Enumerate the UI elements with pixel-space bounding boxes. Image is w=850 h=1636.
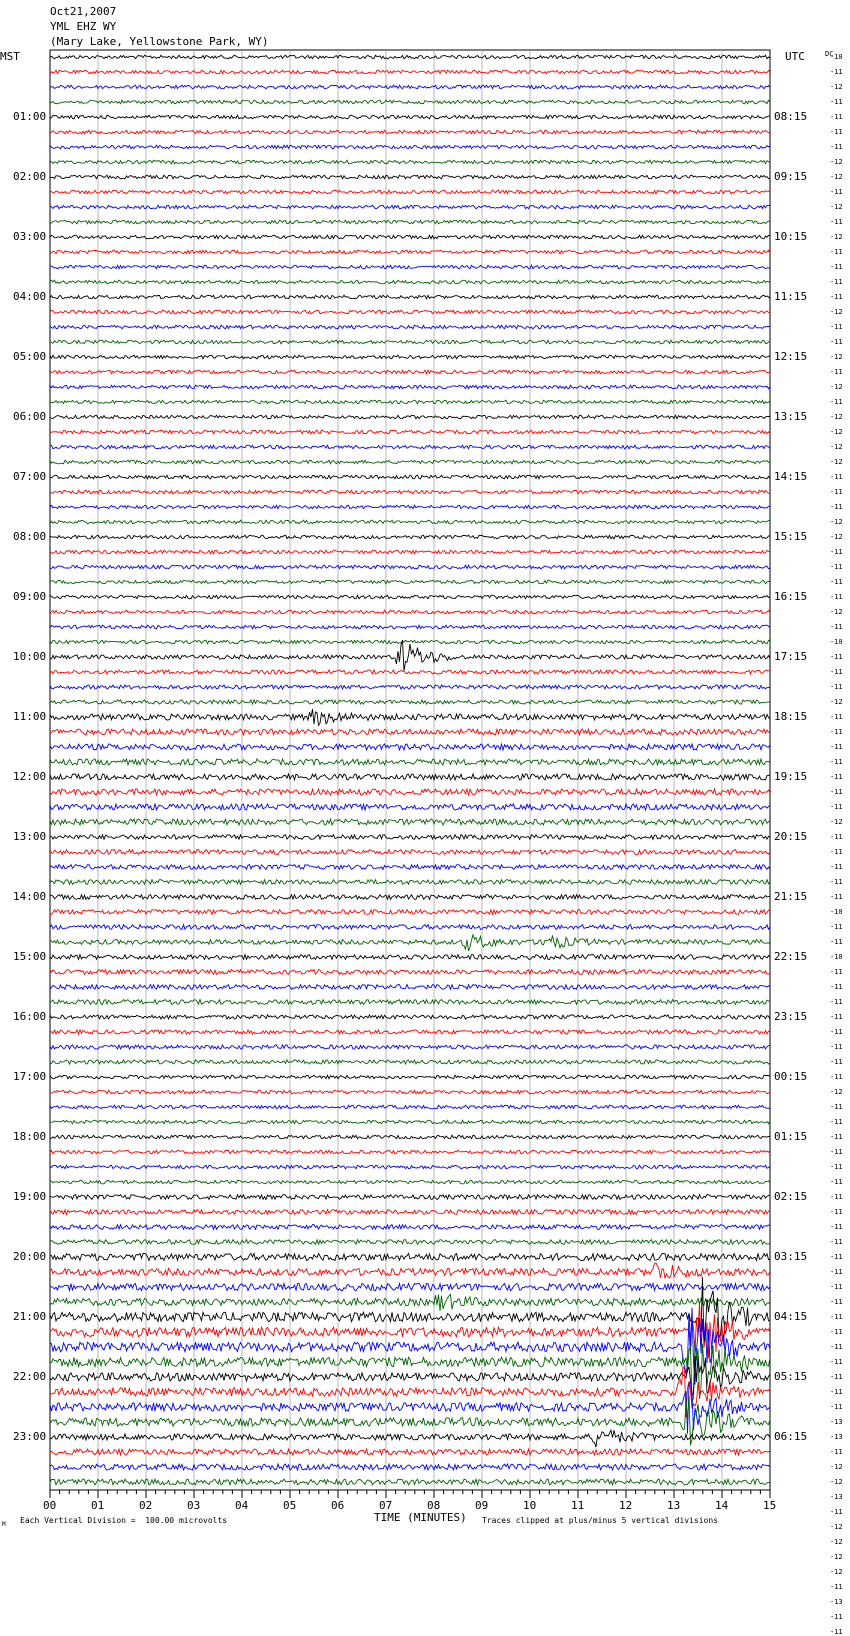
seismic-trace xyxy=(50,1075,770,1079)
seismic-trace xyxy=(50,1225,770,1230)
x-tick-label: 15 xyxy=(763,1499,777,1512)
trace-offset-label: -11 xyxy=(830,983,843,991)
mst-hour-label: 21:00 xyxy=(13,1310,47,1323)
seismic-trace xyxy=(50,280,770,284)
mst-hour-label: 15:00 xyxy=(13,950,47,963)
station-label: YML EHZ WY xyxy=(50,20,117,33)
seismic-trace xyxy=(50,1395,770,1445)
seismic-trace xyxy=(50,1030,770,1034)
x-axis-label: TIME (MINUTES) xyxy=(374,1511,467,1524)
seismic-trace xyxy=(50,1294,770,1311)
utc-hour-label: 14:15 xyxy=(774,470,808,483)
trace-offset-label: -11 xyxy=(830,788,843,796)
x-tick-label: 06 xyxy=(331,1499,345,1512)
trace-offset-label: -11 xyxy=(830,893,843,901)
mst-hour-label: 22:00 xyxy=(13,1370,47,1383)
mst-hour-label: 02:00 xyxy=(13,170,47,183)
utc-hour-label: 22:15 xyxy=(774,950,808,963)
seismic-trace xyxy=(50,430,770,434)
x-tick-label: 02 xyxy=(139,1499,153,1512)
seismic-trace xyxy=(50,235,770,239)
trace-offset-label: -11 xyxy=(830,248,843,256)
seismic-trace xyxy=(50,1263,770,1278)
utc-hour-label: 19:15 xyxy=(774,770,808,783)
trace-offset-label: -11 xyxy=(830,1058,843,1066)
utc-hour-label: 20:15 xyxy=(774,830,808,843)
utc-hour-label: 04:15 xyxy=(774,1310,808,1323)
seismic-trace xyxy=(50,1210,770,1215)
seismic-trace xyxy=(50,1430,770,1447)
seismic-trace xyxy=(50,265,770,269)
trace-offset-label: -11 xyxy=(830,263,843,271)
mst-hour-label: 20:00 xyxy=(13,1250,47,1263)
seismic-trace xyxy=(50,175,770,179)
mst-hour-label: 12:00 xyxy=(13,770,47,783)
trace-offset-label: -11 xyxy=(830,758,843,766)
mst-hour-label: 04:00 xyxy=(13,290,47,303)
seismic-trace xyxy=(50,1240,770,1245)
mst-hour-label: 13:00 xyxy=(13,830,47,843)
x-tick-label: 03 xyxy=(187,1499,201,1512)
trace-offset-label: -11 xyxy=(830,683,843,691)
seismic-trace xyxy=(50,955,770,960)
trace-offset-label: -11 xyxy=(830,728,843,736)
trace-offset-label: -11 xyxy=(830,338,843,346)
seismic-trace xyxy=(50,759,770,765)
trace-offset-label: -11 xyxy=(830,1163,843,1171)
trace-offset-label: -11 xyxy=(830,1148,843,1156)
location-label: (Mary Lake, Yellowstone Park, WY) xyxy=(50,35,269,48)
trace-offset-label: -13 xyxy=(830,1598,843,1606)
trace-offset-label: -11 xyxy=(830,968,843,976)
mst-hour-label: 19:00 xyxy=(13,1190,47,1203)
seismic-trace xyxy=(50,535,770,539)
trace-offset-label: -12 xyxy=(830,698,843,706)
trace-offset-label: -11 xyxy=(830,503,843,511)
seismic-trace xyxy=(50,220,770,224)
seismic-trace xyxy=(50,1120,770,1124)
trace-offset-label: -11 xyxy=(830,833,843,841)
trace-offset-label: -12 xyxy=(830,1568,843,1576)
seismic-trace xyxy=(50,640,770,644)
mst-hour-label: 23:00 xyxy=(13,1430,47,1443)
trace-offset-label: -11 xyxy=(830,593,843,601)
trace-offset-label: -11 xyxy=(830,293,843,301)
trace-offset-label: -11 xyxy=(830,1208,843,1216)
seismic-trace xyxy=(50,340,770,344)
trace-offset-label: -12 xyxy=(830,518,843,526)
trace-offset-label: -11 xyxy=(830,1343,843,1351)
seismic-trace xyxy=(50,70,770,74)
trace-offset-label: -11 xyxy=(830,488,843,496)
seismic-trace xyxy=(50,850,770,855)
trace-offset-label: -11 xyxy=(830,1403,843,1411)
trace-offset-label: -11 xyxy=(830,923,843,931)
trace-offset-label: -12 xyxy=(830,458,843,466)
seismic-trace xyxy=(50,1105,770,1109)
seismic-trace xyxy=(50,205,770,209)
utc-hour-label: 18:15 xyxy=(774,710,808,723)
seismic-trace xyxy=(50,910,770,915)
x-tick-label: 09 xyxy=(475,1499,489,1512)
trace-offset-label: -12 xyxy=(830,383,843,391)
trace-offset-label: -11 xyxy=(830,1448,843,1456)
trace-offset-label: -11 xyxy=(830,473,843,481)
trace-offset-label: -13 xyxy=(830,1418,843,1426)
utc-hour-label: 10:15 xyxy=(774,230,808,243)
seismic-trace xyxy=(50,610,770,614)
trace-offset-label: -12 xyxy=(830,1523,843,1531)
utc-axis-title: UTC xyxy=(785,50,805,63)
seismic-trace xyxy=(50,729,770,735)
seismic-trace xyxy=(50,190,770,194)
trace-offset-label: -11 xyxy=(830,743,843,751)
trace-offset-label: -12 xyxy=(830,1463,843,1471)
seismic-trace xyxy=(50,325,770,329)
trace-offset-label: -12 xyxy=(830,413,843,421)
trace-offset-label: -12 xyxy=(830,1553,843,1561)
utc-hour-label: 05:15 xyxy=(774,1370,808,1383)
trace-offset-label: -11 xyxy=(830,1583,843,1591)
trace-offset-label: -12 xyxy=(830,203,843,211)
mst-hour-label: 07:00 xyxy=(13,470,47,483)
utc-hour-label: 17:15 xyxy=(774,650,808,663)
seismic-trace xyxy=(50,709,770,725)
seismic-trace xyxy=(50,550,770,554)
trace-offset-label: -11 xyxy=(830,1178,843,1186)
trace-offset-label: -12 xyxy=(830,353,843,361)
trace-offset-label: -11 xyxy=(830,938,843,946)
trace-offset-label: -11 xyxy=(830,1628,843,1636)
trace-offset-label: -11 xyxy=(830,113,843,121)
seismic-trace xyxy=(50,700,770,704)
seismic-trace xyxy=(50,370,770,374)
seismic-trace xyxy=(50,985,770,990)
seismic-trace xyxy=(50,1283,770,1290)
x-tick-label: 04 xyxy=(235,1499,249,1512)
trace-offset-label: -11 xyxy=(830,278,843,286)
trace-offset-label: -11 xyxy=(830,1253,843,1261)
trace-offset-label: -11 xyxy=(830,878,843,886)
trace-offset-label: -12 xyxy=(830,233,843,241)
trace-offset-label: -11 xyxy=(830,623,843,631)
trace-offset-label: -11 xyxy=(830,218,843,226)
trace-offset-label: -11 xyxy=(830,98,843,106)
trace-offset-label: -11 xyxy=(830,1298,843,1306)
seismic-trace xyxy=(50,970,770,975)
seismic-trace xyxy=(50,400,770,404)
seismic-trace xyxy=(50,1464,770,1470)
clip-note: Traces clipped at plus/minus 5 vertical divisions xyxy=(482,1516,719,1525)
trace-offset-label: -11 xyxy=(830,1358,843,1366)
trace-offset-label: -11 xyxy=(830,1508,843,1516)
utc-hour-label: 06:15 xyxy=(774,1430,808,1443)
x-tick-label: 10 xyxy=(523,1499,537,1512)
trace-offset-label: -12 xyxy=(830,608,843,616)
mst-hour-label: 03:00 xyxy=(13,230,47,243)
trace-offset-label: -11 xyxy=(830,653,843,661)
seismic-trace xyxy=(50,145,770,149)
seismic-trace xyxy=(50,595,770,599)
seismic-trace xyxy=(50,460,770,464)
utc-hour-label: 11:15 xyxy=(774,290,808,303)
seismic-trace xyxy=(50,520,770,524)
seismic-trace xyxy=(50,55,770,59)
trace-offset-label: -11 xyxy=(830,1223,843,1231)
trace-offset-label: -12 xyxy=(830,533,843,541)
trace-offset-label: -11 xyxy=(830,713,843,721)
trace-offset-label: -11 xyxy=(830,998,843,1006)
trace-offset-label: -11 xyxy=(830,1118,843,1126)
trace-offset-label: -11 xyxy=(830,368,843,376)
trace-offset-label: -10 xyxy=(830,908,843,916)
dc-label: DC xyxy=(825,50,834,58)
seismic-trace xyxy=(50,1135,770,1139)
seismic-trace xyxy=(50,355,770,359)
date-label: Oct21,2007 xyxy=(50,5,117,18)
x-tick-label: 12 xyxy=(619,1499,633,1512)
mst-hour-label: 18:00 xyxy=(13,1130,47,1143)
trace-offset-label: -11 xyxy=(830,1313,843,1321)
seismic-trace xyxy=(50,310,770,314)
mst-hour-label: 17:00 xyxy=(13,1070,47,1083)
seismic-trace xyxy=(50,1090,770,1094)
seismic-trace xyxy=(50,385,770,389)
x-tick-label: 14 xyxy=(715,1499,729,1512)
seismic-trace xyxy=(50,880,770,885)
seismic-trace xyxy=(50,1195,770,1200)
trace-offset-label: -10 xyxy=(830,953,843,961)
utc-hour-label: 08:15 xyxy=(774,110,808,123)
utc-hour-label: 12:15 xyxy=(774,350,808,363)
trace-offset-label: -11 xyxy=(830,1193,843,1201)
seismic-trace xyxy=(50,685,770,689)
trace-offset-label: -11 xyxy=(830,803,843,811)
seismic-trace xyxy=(50,1000,770,1005)
utc-hour-label: 23:15 xyxy=(774,1010,808,1023)
trace-offset-label: -11 xyxy=(830,668,843,676)
trace-offset-label: -11 xyxy=(830,1283,843,1291)
trace-offset-label: -11 xyxy=(830,323,843,331)
seismic-trace xyxy=(50,295,770,299)
trace-offset-label: -12 xyxy=(830,428,843,436)
trace-offset-label: -12 xyxy=(830,818,843,826)
seismic-trace xyxy=(50,565,770,569)
seismic-trace xyxy=(50,1479,770,1485)
seismic-trace xyxy=(50,744,770,750)
utc-hour-label: 09:15 xyxy=(774,170,808,183)
utc-hour-label: 13:15 xyxy=(774,410,808,423)
trace-offset-label: -13 xyxy=(830,1493,843,1501)
trace-offset-label: -12 xyxy=(830,173,843,181)
trace-offset-label: -11 xyxy=(830,848,843,856)
trace-offset-label: -11 xyxy=(830,1043,843,1051)
seismic-trace xyxy=(50,85,770,89)
trace-offset-label: -11 xyxy=(830,1073,843,1081)
seismic-trace xyxy=(50,130,770,134)
seismic-trace xyxy=(50,115,770,119)
utc-hour-label: 21:15 xyxy=(774,890,808,903)
seismic-trace xyxy=(50,789,770,795)
seismic-trace xyxy=(50,160,770,164)
trace-offset-label: -11 xyxy=(830,1328,843,1336)
seismic-trace xyxy=(50,580,770,584)
x-tick-label: 13 xyxy=(667,1499,681,1512)
vertical-division-note: Each Vertical Division = 100.00 microvolts xyxy=(20,1516,228,1525)
seismic-trace xyxy=(50,774,770,780)
mst-hour-label: 05:00 xyxy=(13,350,47,363)
seismic-trace xyxy=(50,1060,770,1064)
seismic-trace xyxy=(50,935,770,951)
trace-offset-label: -12 xyxy=(830,1088,843,1096)
trace-offset-label: -11 xyxy=(830,1388,843,1396)
trace-offset-label: -12 xyxy=(830,158,843,166)
mst-hour-label: 10:00 xyxy=(13,650,47,663)
trace-offset-label: -11 xyxy=(830,578,843,586)
seismic-trace xyxy=(50,865,770,870)
trace-offset-label: -11 xyxy=(830,548,843,556)
seismic-trace xyxy=(50,895,770,900)
trace-offset-label: -13 xyxy=(830,1433,843,1441)
trace-offset-label: -10 xyxy=(830,638,843,646)
mst-hour-label: 14:00 xyxy=(13,890,47,903)
trace-offset-label: -11 xyxy=(830,1028,843,1036)
utc-hour-label: 15:15 xyxy=(774,530,808,543)
trace-offset-label: -11 xyxy=(830,128,843,136)
seismic-trace xyxy=(50,415,770,419)
trace-offset-label: -11 xyxy=(830,773,843,781)
utc-hour-label: 16:15 xyxy=(774,590,808,603)
seismic-trace xyxy=(50,1015,770,1019)
mst-hour-label: 09:00 xyxy=(13,590,47,603)
seismic-trace xyxy=(50,835,770,840)
trace-offset-label: -12 xyxy=(830,308,843,316)
trace-offset-label: -11 xyxy=(830,1268,843,1276)
seismic-trace xyxy=(50,445,770,449)
mst-hour-label: 16:00 xyxy=(13,1010,47,1023)
trace-offset-label: -11 xyxy=(830,143,843,151)
seismic-trace xyxy=(50,1253,770,1260)
seismic-trace xyxy=(50,819,770,825)
trace-offset-label: -11 xyxy=(830,1133,843,1141)
trace-offset-label: -11 xyxy=(830,1103,843,1111)
trace-offset-label: -12 xyxy=(830,83,843,91)
seismic-trace xyxy=(50,1045,770,1049)
mst-hour-label: 01:00 xyxy=(13,110,47,123)
x-tick-label: 08 xyxy=(427,1499,441,1512)
x-tick-label: 07 xyxy=(379,1499,393,1512)
utc-hour-label: 00:15 xyxy=(774,1070,808,1083)
trace-offset-label: -11 xyxy=(830,1013,843,1021)
trace-offset-label: -11 xyxy=(830,188,843,196)
seismic-trace xyxy=(50,1449,770,1455)
trace-offset-label: -11 xyxy=(830,1373,843,1381)
trace-offset-label: -11 xyxy=(830,398,843,406)
seismic-trace xyxy=(50,670,770,674)
trace-offset-label: -11 xyxy=(830,1613,843,1621)
utc-hour-label: 02:15 xyxy=(774,1190,808,1203)
seismic-trace xyxy=(50,250,770,254)
x-tick-label: 11 xyxy=(571,1499,585,1512)
utc-hour-label: 03:15 xyxy=(774,1250,808,1263)
mst-axis-title: MST xyxy=(0,50,20,63)
trace-offset-label: -12 xyxy=(830,1538,843,1546)
x-tick-label: 01 xyxy=(91,1499,105,1512)
seismic-trace xyxy=(50,925,770,930)
corner-mark: M xyxy=(2,1521,6,1528)
mst-hour-label: 11:00 xyxy=(13,710,47,723)
trace-offset-label: -11 xyxy=(830,563,843,571)
trace-offset-label: -12 xyxy=(830,1478,843,1486)
mst-hour-label: 06:00 xyxy=(13,410,47,423)
mst-hour-label: 08:00 xyxy=(13,530,47,543)
seismic-trace xyxy=(50,640,770,671)
trace-offset-label: -11 xyxy=(830,863,843,871)
seismic-trace xyxy=(50,625,770,629)
seismic-trace xyxy=(50,505,770,509)
trace-offset-label: -10 xyxy=(830,53,843,61)
seismic-trace xyxy=(50,475,770,479)
trace-offset-label: -12 xyxy=(830,443,843,451)
x-tick-label: 05 xyxy=(283,1499,297,1512)
seismic-trace xyxy=(50,1180,770,1184)
trace-offset-label: -11 xyxy=(830,68,843,76)
x-tick-label: 00 xyxy=(43,1499,57,1512)
seismic-trace xyxy=(50,100,770,104)
seismic-trace xyxy=(50,490,770,494)
seismic-trace xyxy=(50,1165,770,1169)
seismic-trace xyxy=(50,804,770,810)
seismic-trace xyxy=(50,1150,770,1154)
utc-hour-label: 01:15 xyxy=(774,1130,808,1143)
trace-offset-label: -11 xyxy=(830,1238,843,1246)
